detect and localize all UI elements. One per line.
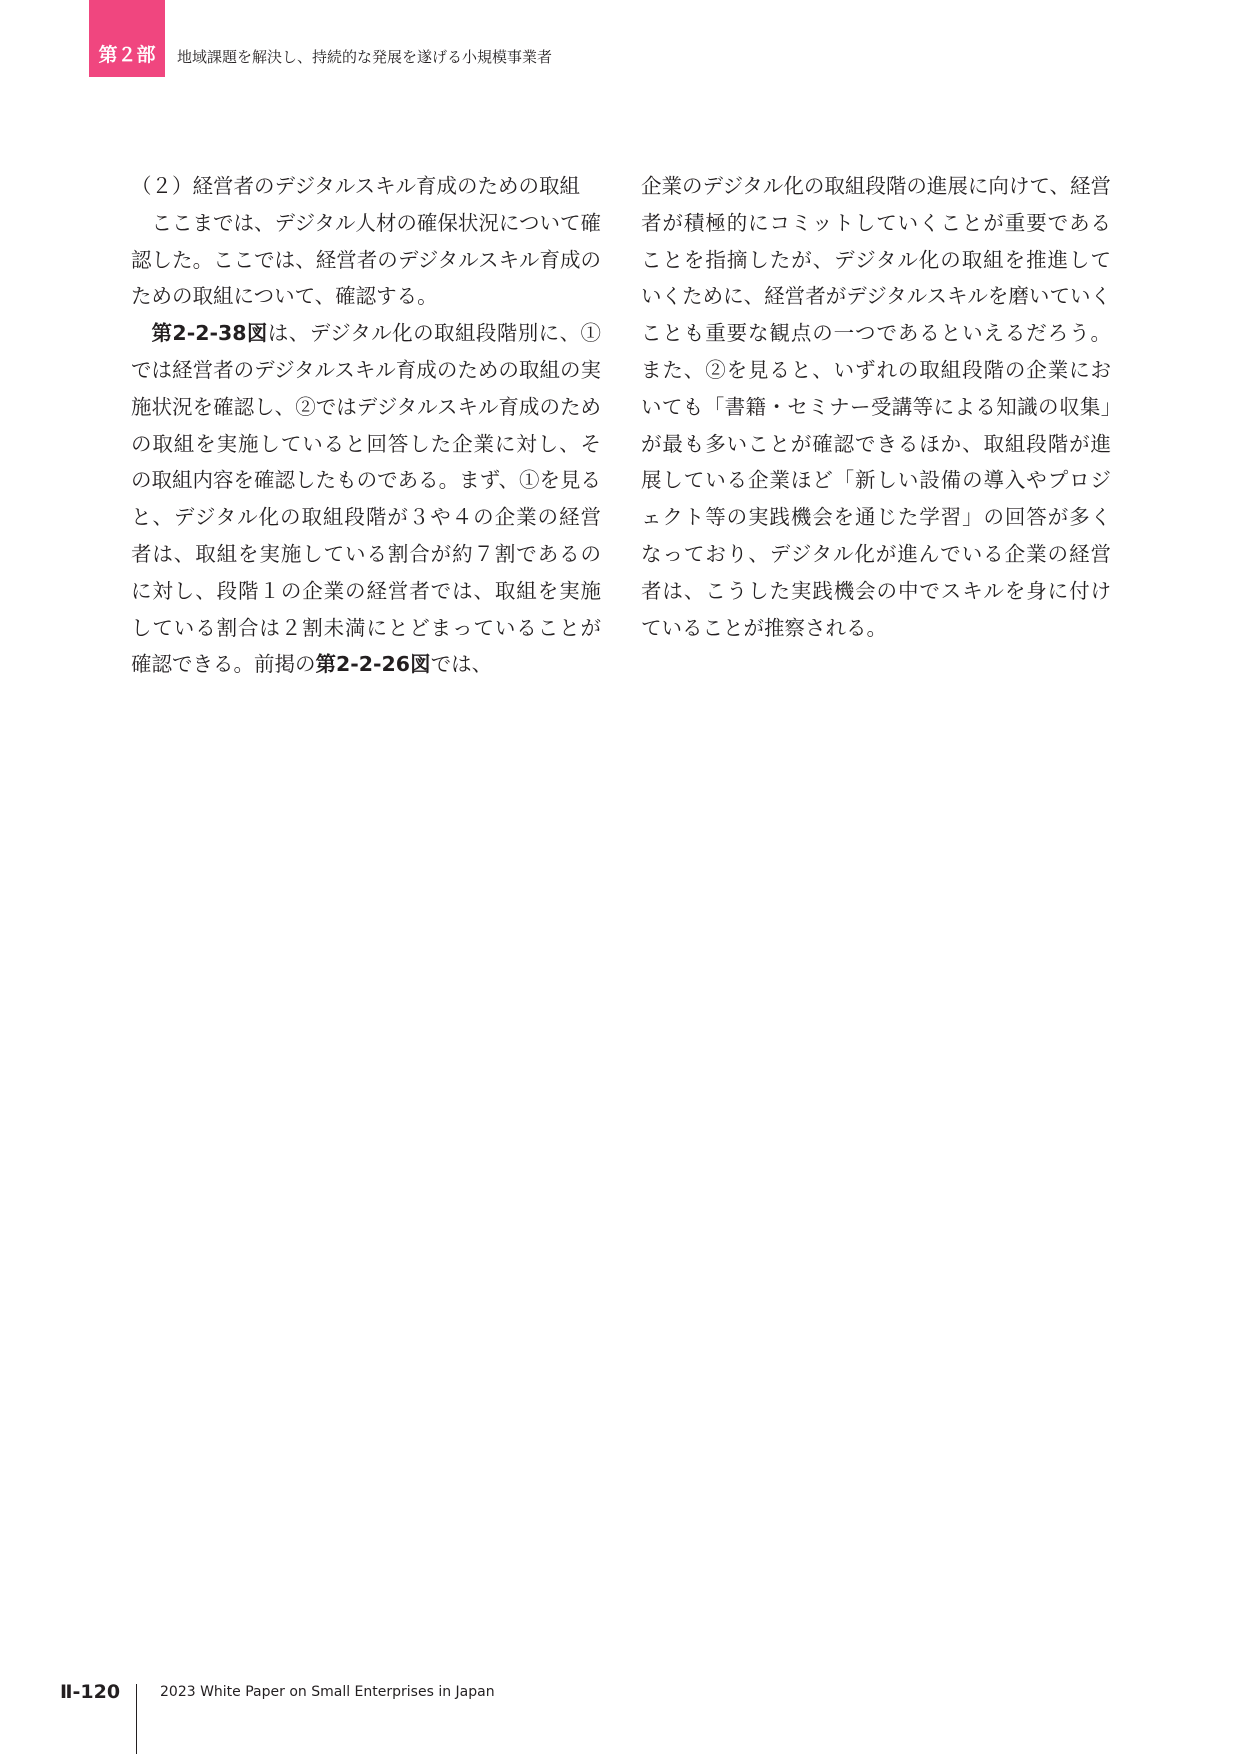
right-column <box>641 168 1111 646</box>
paragraph-2-text-b: では、 <box>430 652 493 677</box>
paragraph-2 <box>131 315 601 683</box>
part-label: 第２部 <box>98 44 156 66</box>
page-number: Ⅱ-120 <box>60 1681 121 1703</box>
paragraph-continued: 企業のデジタル化の取組段階の進展に向けて、経営者が積極的にコミットしていくことが重要であることを指摘したが、デジタル化の取組を推進していくために、経営者がデジタルスキルを磨いていくことも重要な観点の一つであるといえるだろう。また、②を見ると、いずれの取組段階の企業においても「書籍・セミナー受講等による知識の収集」が最も多いことが確認できるほか、取組段階が進展している企業ほど「新しい設備の導入やプロジェクト等の実践機会を通じた学習」の回答が多くなっており、デジタル化が進んでいる企業の経営者は、こうした実践機会の中でスキルを身に付けていることが推察される。 <box>641 174 1111 640</box>
part-tab <box>89 0 165 77</box>
figure-reference-2-2-26[interactable]: 第2-2-26図 <box>315 652 431 677</box>
footer-divider <box>136 1684 137 1754</box>
section-heading: （２）経営者のデジタルスキル育成のための取組 <box>131 174 580 198</box>
left-column <box>131 168 601 683</box>
publication-title: 2023 White Paper on Small Enterprises in Japan <box>160 1684 495 1700</box>
paragraph-2-text-a: は、デジタル化の取組段階別に、①では経営者のデジタルスキル育成のための取組の実施状況を確認し、②ではデジタルスキル育成のための取組を実施していると回答した企業に対し、その取組内容を確認したものである。まず、①を見ると、デジタル化の取組段階が３や４の企業の経営者は、取組を実施している割合が約７割であるのに対し、段階１の企業の経営者では、取組を実施している割合は２割未満にとどまっていることが確認できる。前掲の <box>131 321 601 677</box>
paragraph-1: ここまでは、デジタル人材の確保状況について確認した。ここでは、経営者のデジタルスキル育成のための取組について、確認する。 <box>131 210 601 309</box>
figure-reference-2-2-38[interactable]: 第2-2-38図 <box>151 321 268 346</box>
chapter-title: 地域課題を解決し、持続的な発展を遂げる小規模事業者 <box>177 48 553 66</box>
